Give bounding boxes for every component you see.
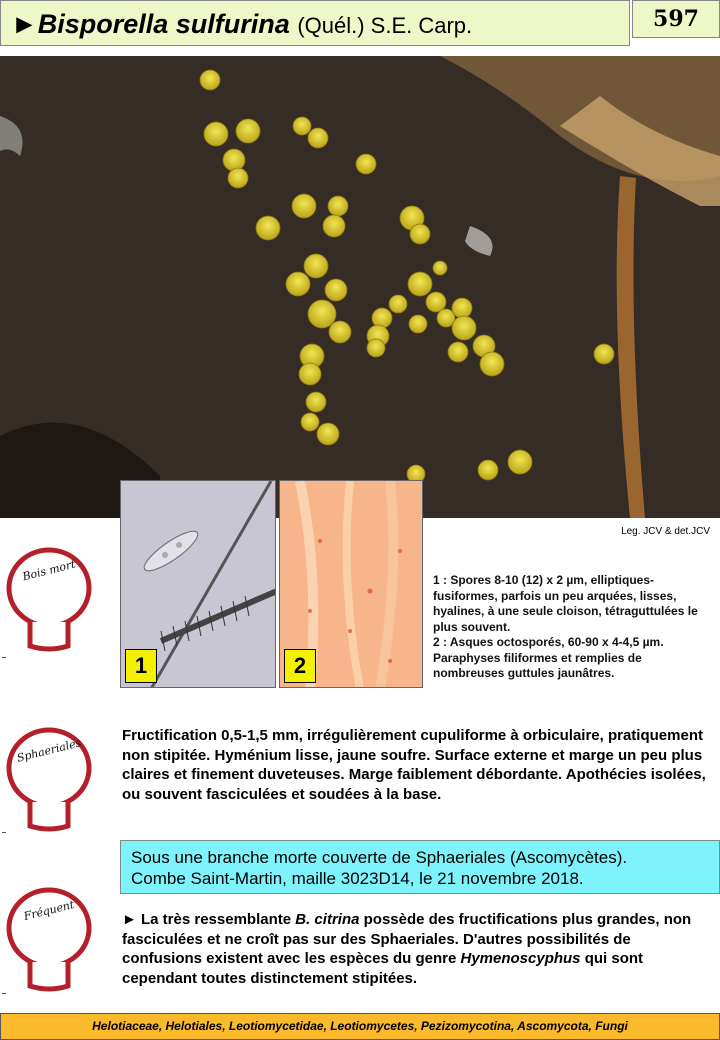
asci-description: 2 : Asques octosporés, 60-90 x 4-4,5 µm. Paraphyses filiformes et remplies de nombreuses guttules jaunâtres. [433, 635, 664, 680]
spore-description: 1 : Spores 8-10 (12) x 2 µm, elliptiques-fusiformes, parfois un peu arquées, lisses, hyalines, à une seule cloison, tétraguttulées le plus souvent. [433, 573, 698, 634]
main-photo [0, 56, 720, 518]
badge-label: Sphaeriales [15, 736, 83, 765]
comparison-note [122, 910, 714, 988]
species-title [11, 9, 472, 40]
badge-substrate [6, 540, 92, 660]
comparison-species: B. citrina [295, 911, 360, 928]
comparison-text: possède des fructifications plus grandes, non fasciculées et ne croît pas sur des Sphaeriales. D'autres possibilités de confusions existent avec les espèces du genre [122, 911, 692, 967]
title-arrow: ► [11, 9, 38, 39]
divider-mark [2, 993, 6, 994]
comparison-genus: Hymenoscyphus [460, 950, 581, 967]
comparison-text: ► La très ressemblante [122, 911, 296, 928]
title-bar [0, 0, 630, 46]
macro-description: Fructification 0,5-1,5 mm, irrégulièrement cupuliforme à orbiculaire, pratiquement non stipitée. Hyménium lisse, jaune soufre. Surface externe et marge un peu plus claires et finement duveteuses. Marge faiblement débordante. Apothécies isolées, ou souvent fasciculées et soudées à la base. [122, 727, 706, 803]
habitat-box [120, 840, 720, 894]
divider-mark [2, 657, 6, 658]
comparison-text: qui sont cependant toutes distinctement stipitées. [122, 950, 644, 987]
badge-frequency [6, 880, 92, 1000]
badge-host [6, 720, 92, 840]
badge-label: Fréquent [22, 897, 76, 924]
micrograph-number: 1 [125, 649, 157, 683]
micrograph-number: 2 [284, 649, 316, 683]
habitat-location: Combe Saint-Martin, maille 3023D14, le 21 novembre 2018. [131, 869, 584, 888]
photo-credit: Leg. JCV & det.JCV [621, 526, 710, 537]
microscopy-text [433, 573, 711, 682]
page-number: 597 [632, 0, 720, 38]
micrograph-asci [279, 480, 423, 688]
species-author: (Quél.) S.E. Carp. [297, 13, 473, 38]
habitat-substrate: Sous une branche morte couverte de Sphaeriales (Ascomycètes). [131, 848, 628, 867]
species-name: Bisporella sulfurina [37, 9, 290, 39]
taxonomy-bar: Helotiaceae, Helotiales, Leotiomycetidae, Leotiomycetes, Pezizomycotina, Ascomycota, Fungi [0, 1013, 720, 1040]
badge-label: Bois mort [21, 557, 77, 584]
micrograph-spores [120, 480, 276, 688]
divider-mark [2, 832, 6, 833]
